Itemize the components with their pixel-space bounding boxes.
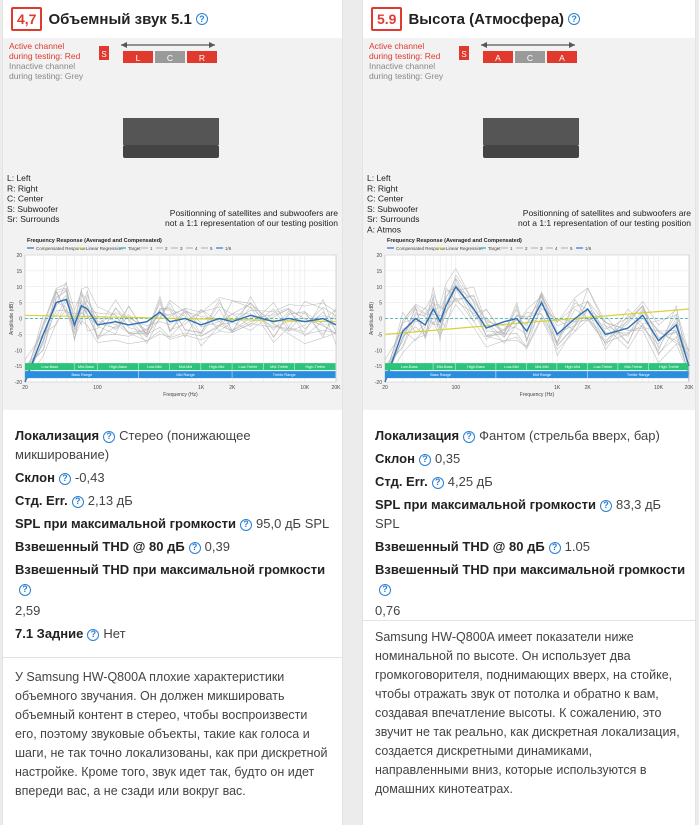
- channel-label: A: [559, 53, 565, 63]
- metric-label: Локализация: [375, 428, 460, 443]
- metric-value: 0,39: [204, 539, 230, 554]
- info-icon[interactable]: ?: [87, 629, 99, 641]
- x-tick-label: 20: [382, 385, 388, 391]
- x-tick-label: 2K: [584, 385, 591, 391]
- x-tick-label: 10K: [300, 385, 310, 391]
- x-tick-label: 1K: [554, 385, 561, 391]
- x-tick-label: 2K: [229, 385, 236, 391]
- description: Samsung HW-Q800A имеет показатели ниже номинальной по высоте. Он использует два громкоговорителя, поднимающих вверх, на стойке, чтобы отражать звук от потолка и обратно к вам, создавая впечатление высоты. К сожалению, это звучит не так реально, как дискретная локализация, создается дискретными динамиками, направленными вниз, которые используются в домашних кинотеатрах.: [375, 630, 680, 796]
- band-label: Low-Mid: [147, 365, 162, 370]
- metric-row: [15, 468, 334, 487]
- x-tick-label: 20K: [684, 385, 694, 391]
- divider: [363, 620, 695, 621]
- y-tick-label: -5: [17, 332, 22, 339]
- active-channel-label: Active channel: [9, 41, 65, 51]
- band-label: Treble Range: [626, 373, 650, 378]
- positioning-note: not a 1:1 representation of our testing position: [165, 218, 338, 228]
- score-badge: 5.9: [371, 7, 402, 31]
- chart-title: Frequency Response (Averaged and Compensated): [27, 238, 162, 244]
- y-tick-label: 0: [19, 316, 22, 323]
- band-label: Mid-Bass: [436, 365, 453, 370]
- legend-key: C: Center: [367, 193, 404, 204]
- inactive-channel-label: Innactive channel: [9, 61, 76, 71]
- metric-row: [15, 426, 334, 464]
- info-icon[interactable]: ?: [568, 13, 580, 25]
- metric-label: Склон: [375, 451, 415, 466]
- band-label: High-Treble: [658, 365, 679, 370]
- couch-back: [123, 118, 219, 145]
- legend-key: Sr: Surrounds: [367, 214, 420, 225]
- x-axis-label: Frequency (Hz): [163, 392, 198, 398]
- info-icon[interactable]: ?: [379, 584, 391, 596]
- metrics-list: [375, 426, 687, 624]
- legend-entry: 1: [150, 246, 153, 251]
- metric-row: [375, 426, 687, 445]
- inactive-channel-label: Innactive channel: [369, 61, 436, 71]
- arrow-head: [481, 42, 487, 48]
- arrow-head: [209, 42, 215, 48]
- inactive-channel-label: during testing: Grey: [9, 71, 84, 81]
- channel-label: A: [495, 53, 501, 63]
- metrics-list: [15, 426, 334, 647]
- metric-value: 2,13 дБ: [87, 493, 133, 508]
- band-label: High-Treble: [305, 365, 326, 370]
- x-tick-label: 1K: [198, 385, 205, 391]
- info-icon[interactable]: ?: [600, 500, 612, 512]
- band-label: Treble Range: [272, 373, 296, 378]
- legend-entry: Linear Regression: [86, 246, 123, 251]
- legend-entry: 4: [195, 246, 198, 251]
- height-figure: [363, 38, 695, 410]
- channel-label: C: [526, 53, 534, 63]
- band-label: Mid-Treble: [270, 365, 289, 370]
- description: У Samsung HW-Q800A плохие характеристики объемного звучания. Он должен микшировать объемный контент в стерео, чтобы воспроизвести его, поэтому звуковые объекты, такие как голоса и шаги, не так точно локализованы, как при дискретной настройке. Кроме того, звук идет так, будто он идет впереди вас, а не сзади или вокруг вас.: [15, 670, 328, 798]
- metric-row: [15, 560, 334, 620]
- chart-title: Frequency Response (Averaged and Compensated): [387, 238, 522, 244]
- card-title: Высота (Атмосфера): [408, 10, 565, 28]
- legend-key: C: Center: [7, 193, 44, 204]
- metric-value: 0,76: [375, 603, 401, 618]
- metric-value: Нет: [103, 626, 126, 641]
- metric-row: [375, 560, 687, 620]
- legend-entry: 3: [180, 246, 183, 251]
- band-label: Low-Bass: [41, 365, 59, 370]
- metric-row: [375, 449, 687, 468]
- metric-label: Взвешенный THD при максимальной громкости: [375, 562, 686, 577]
- legend-entry: 5: [210, 246, 213, 251]
- height-card: [362, 0, 696, 825]
- y-tick-label: -20: [374, 380, 382, 386]
- legend-entry: 5: [570, 246, 573, 251]
- positioning-note: not a 1:1 representation of our testing position: [518, 218, 691, 228]
- y-tick-label: -20: [14, 380, 22, 386]
- band-label: Mid-Mid: [178, 365, 193, 370]
- band-label: High-Bass: [467, 365, 485, 370]
- positioning-note: Positionning of satellites and subwoofers are: [169, 208, 338, 218]
- chart-legend: [387, 246, 592, 251]
- info-icon[interactable]: ?: [59, 473, 71, 485]
- info-icon[interactable]: ?: [419, 454, 431, 466]
- legend-key: S: Subwoofer: [7, 203, 59, 214]
- info-icon[interactable]: ?: [549, 542, 561, 554]
- x-tick-label: 10K: [654, 385, 663, 391]
- y-tick-label: 5: [379, 300, 382, 307]
- info-icon[interactable]: ?: [189, 542, 201, 554]
- y-tick-label: -15: [14, 364, 22, 371]
- band-label: High-Mid: [564, 365, 581, 370]
- legend-entry: Compensated Response: [396, 246, 446, 251]
- couch-back: [483, 118, 579, 145]
- surround-figure: [3, 38, 342, 410]
- metric-row: [15, 491, 334, 510]
- legend-entry: 2: [525, 246, 528, 251]
- band-label: Mid-Treble: [624, 365, 643, 370]
- metric-label: Стд. Err.: [15, 493, 68, 508]
- channel-label: L: [135, 53, 141, 63]
- info-icon[interactable]: ?: [463, 431, 475, 443]
- card-title: Объемный звук 5.1: [48, 10, 192, 28]
- legend-key: Sr: Surrounds: [7, 214, 60, 225]
- chart-legend: [27, 246, 232, 251]
- band-label: Low-Mid: [504, 365, 519, 370]
- legend-entry: 1/6: [585, 246, 592, 251]
- metric-value: Стерео (понижающее микширование): [15, 428, 251, 462]
- metric-row: [15, 514, 334, 533]
- active-channel-label: during testing: Red: [9, 51, 81, 61]
- legend-entry: 4: [555, 246, 558, 251]
- metric-value: 4,25 дБ: [447, 474, 493, 489]
- legend-key: R: Right: [367, 183, 398, 194]
- y-tick-label: 10: [376, 284, 382, 291]
- metric-value: 83,3 дБ SPL: [375, 497, 662, 531]
- y-tick-label: -10: [14, 348, 22, 355]
- band-label: Bass Range: [71, 373, 93, 378]
- surround-figure-svg: [3, 38, 342, 410]
- y-tick-label: -5: [377, 332, 382, 339]
- y-tick-label: 20: [16, 253, 22, 259]
- band-label: Mid Range: [532, 373, 552, 378]
- x-tick-label: 100: [93, 385, 102, 391]
- surround-card: [2, 0, 343, 825]
- x-tick-label: 20: [22, 385, 28, 391]
- active-channel-label: during testing: Red: [369, 51, 441, 61]
- info-icon[interactable]: ?: [240, 519, 252, 531]
- band-label: High-Bass: [109, 365, 127, 370]
- metric-label: SPL при максимальной громкости: [375, 497, 597, 512]
- height-figure-svg: [363, 38, 695, 410]
- subwoofer-label: S: [461, 50, 467, 59]
- y-tick-label: 15: [16, 268, 22, 275]
- metric-value: 2,59: [15, 603, 41, 618]
- legend-key: S: Subwoofer: [367, 203, 419, 214]
- y-tick-label: 0: [379, 316, 382, 323]
- band-label: High-Mid: [209, 365, 225, 370]
- x-tick-label: 20K: [331, 385, 341, 391]
- info-icon[interactable]: ?: [432, 477, 444, 489]
- metric-row: [375, 472, 687, 491]
- y-tick-label: -15: [374, 364, 382, 371]
- arrow-head: [121, 42, 127, 48]
- score-badge: 4,7: [11, 7, 42, 31]
- metric-label: Взвешенный THD при максимальной громкости: [15, 562, 326, 577]
- x-tick-label: 100: [451, 385, 461, 391]
- legend-key: R: Right: [7, 183, 38, 194]
- metric-label: 7.1 Задние: [15, 626, 84, 641]
- y-tick-label: 15: [376, 268, 382, 275]
- legend-entry: 3: [540, 246, 543, 251]
- active-channel-label: Active channel: [369, 41, 425, 51]
- positioning-note: Positionning of satellites and subwoofers are: [522, 208, 691, 218]
- metric-value: Фантом (стрельба вверх, бар): [479, 428, 660, 443]
- y-tick-label: -10: [374, 348, 382, 355]
- metric-value: 1.05: [564, 539, 590, 554]
- band-label: Low-Treble: [238, 365, 258, 370]
- band-label: Low-Bass: [400, 365, 418, 370]
- metric-label: Склон: [15, 470, 55, 485]
- y-tick-label: 10: [16, 284, 22, 291]
- band-label: Mid-Mid: [535, 365, 549, 370]
- metric-label: Локализация: [15, 428, 100, 443]
- subwoofer-label: S: [101, 50, 107, 59]
- legend-entry: Compensated Response: [36, 246, 86, 251]
- card-header: [363, 0, 695, 38]
- legend-key: A: Atmos: [367, 224, 402, 235]
- metric-value: -0,43: [74, 470, 105, 485]
- metric-row: [375, 537, 687, 556]
- metric-label: Взвешенный THD @ 80 дБ: [15, 539, 185, 554]
- legend-entry: 1: [510, 246, 513, 251]
- channel-label: R: [198, 53, 206, 63]
- card-header: [3, 0, 342, 38]
- legend-key: L: Left: [367, 173, 391, 183]
- legend-entry: Target: [128, 246, 141, 251]
- inactive-channel-label: during testing: Grey: [369, 71, 444, 81]
- info-icon[interactable]: ?: [72, 496, 84, 508]
- y-axis-label: Amplitude (dB): [369, 301, 375, 336]
- info-icon[interactable]: ?: [196, 13, 208, 25]
- metric-label: Взвешенный THD @ 80 дБ: [375, 539, 545, 554]
- arrow-head: [569, 42, 575, 48]
- couch-seat: [123, 145, 219, 158]
- y-axis-label: Amplitude (dB): [9, 301, 15, 336]
- band-label: Mid-Bass: [78, 365, 94, 370]
- legend-entry: Target: [488, 246, 501, 251]
- legend-entry: Linear Regression: [446, 246, 483, 251]
- metric-row: [375, 495, 687, 533]
- legend-key: L: Left: [7, 173, 31, 183]
- band-label: Low-Treble: [593, 365, 613, 370]
- info-icon[interactable]: ?: [103, 431, 115, 443]
- info-icon[interactable]: ?: [19, 584, 31, 596]
- divider: [3, 657, 342, 658]
- band-label: Bass Range: [430, 373, 451, 378]
- couch-seat: [483, 145, 579, 158]
- metric-row: [15, 537, 334, 556]
- y-tick-label: 20: [376, 253, 382, 259]
- metric-row: [15, 624, 334, 643]
- metric-label: SPL при максимальной громкости: [15, 516, 237, 531]
- metric-label: Стд. Err.: [375, 474, 428, 489]
- y-tick-label: 5: [19, 300, 22, 307]
- metric-value: 0,35: [434, 451, 461, 466]
- metric-value: 95,0 дБ SPL: [256, 516, 330, 531]
- x-axis-label: Frequency (Hz): [519, 392, 555, 398]
- band-label: Mid Range: [176, 373, 195, 378]
- legend-entry: 2: [165, 246, 168, 251]
- channel-label: C: [166, 53, 174, 63]
- legend-entry: 1/6: [225, 246, 232, 251]
